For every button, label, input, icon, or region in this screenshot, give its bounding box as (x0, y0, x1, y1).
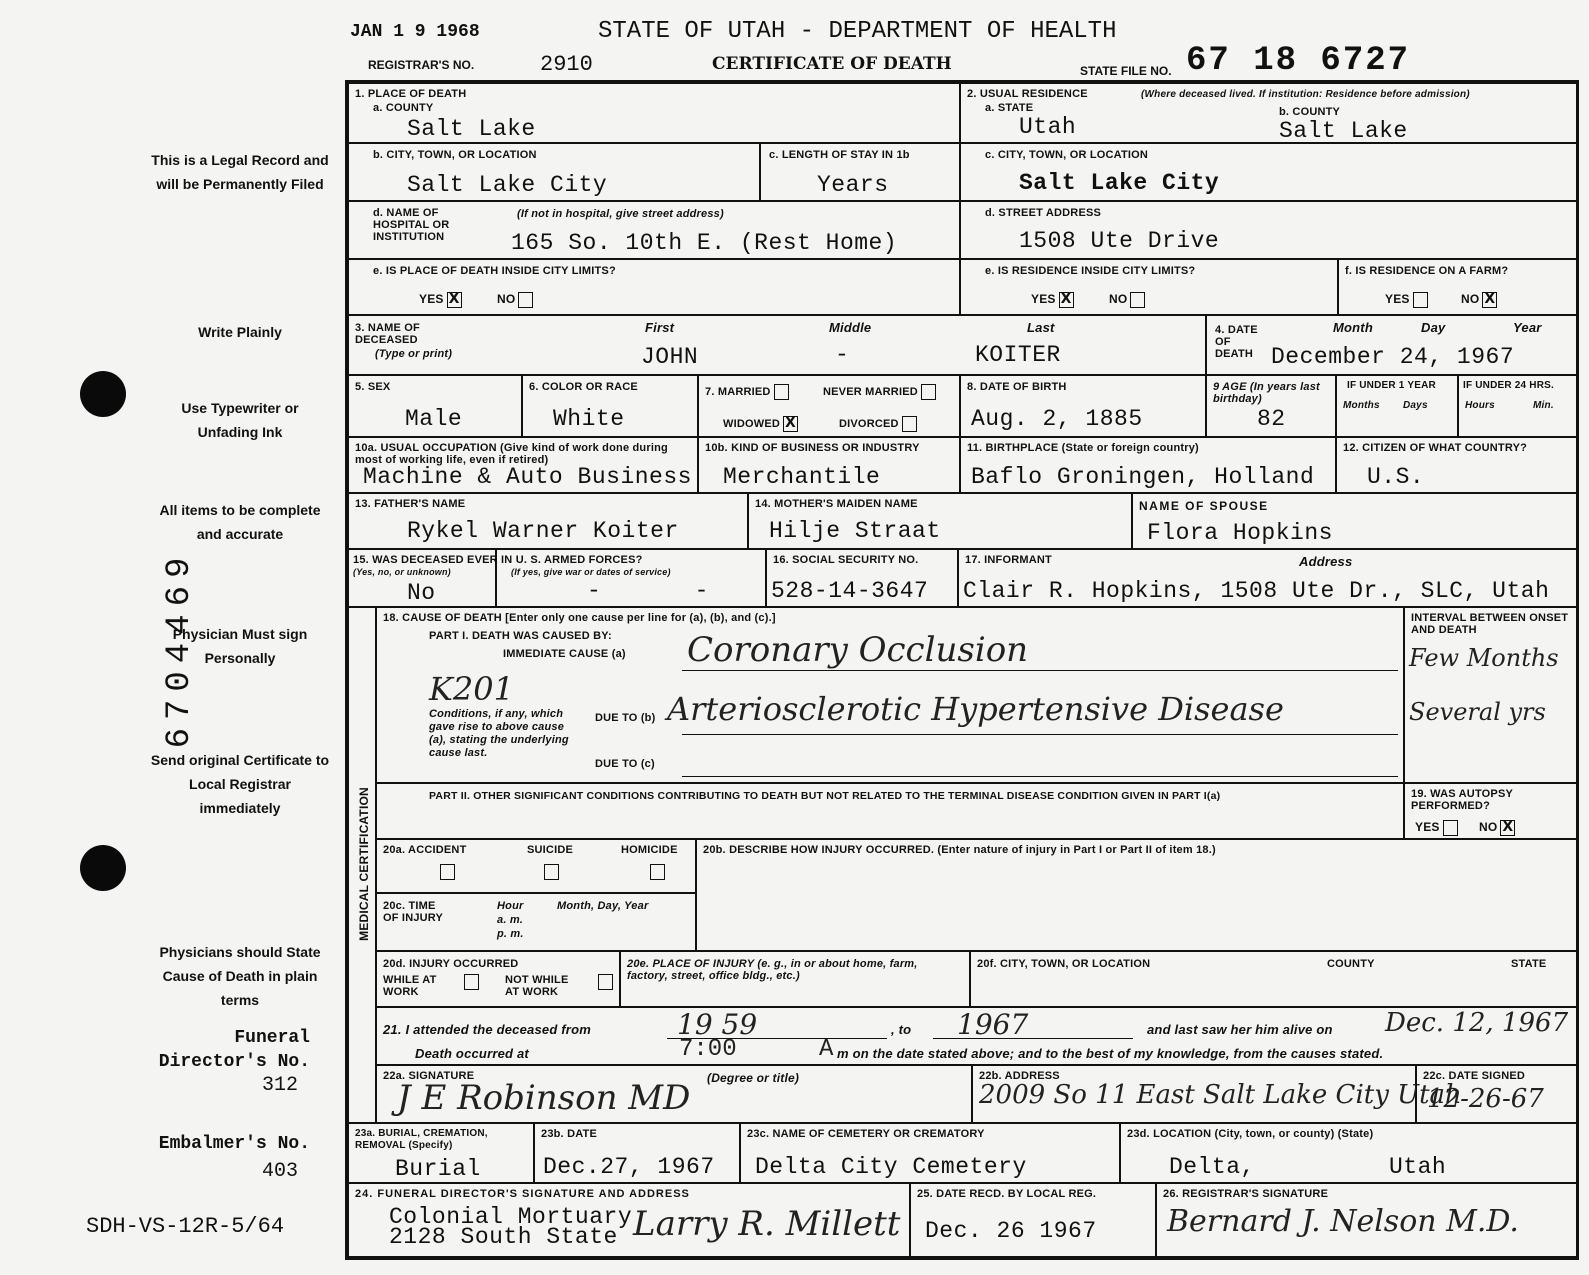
agency-title: STATE OF UTAH - DEPARTMENT OF HEALTH (598, 18, 1117, 45)
physician-signature: J E Robinson MD (397, 1078, 691, 1118)
disposition: Burial (395, 1156, 481, 1182)
cell-death-city: b. CITY, TOWN, OR LOCATION Salt Lake City (348, 143, 760, 201)
funeral-home-address: 2128 South State (389, 1224, 618, 1250)
attended-to: 1967 (957, 1008, 1029, 1041)
sidebar-send: Send original Certificate to Local Registrar immediately (150, 752, 330, 816)
widowed-checkbox[interactable]: X (785, 415, 797, 431)
never-married-checkbox[interactable] (921, 384, 936, 400)
cell-hospital: d. NAME OF HOSPITAL OR INSTITUTION (If not in hospital, give street address) 165 So. 10th E. (Rest Home) (348, 201, 960, 259)
mother-name: Hilje Straat (769, 518, 941, 544)
social-security-no: 528-14-3647 (771, 578, 929, 604)
stamp-date: JAN 1 9 1968 (350, 22, 480, 42)
cell-injury-description: 20b. DESCRIBE HOW INJURY OCCURRED. (Enter nature of injury in Part I or Part II of item 18.) (696, 839, 1579, 951)
cell-residence-inside-limits: e. IS RESIDENCE INSIDE CITY LIMITS? YES X NO (960, 259, 1338, 315)
state-file-label: STATE FILE NO. (1080, 64, 1172, 78)
cell-stay: c. LENGTH OF STAY IN 1b Years (760, 143, 960, 201)
cell-autopsy: 19. WAS AUTOPSY PERFORMED? YES NO X (1404, 783, 1579, 839)
sidebar-cause: Physicians should State Cause of Death in plain terms (159, 944, 321, 1008)
date-signed: 12-26-67 (1427, 1084, 1544, 1114)
cell-injury-city: 20f. CITY, TOWN, OR LOCATION COUNTY STATE (970, 951, 1579, 1007)
death-inside-yes-checkbox[interactable]: X (448, 291, 460, 307)
funeral-director-signature: Larry R. Millett (633, 1204, 901, 1244)
cell-accident-type: 20a. ACCIDENT SUICIDE HOMICIDE (376, 839, 696, 893)
cell-ssn: 16. SOCIAL SECURITY NO. 528-14-3647 (766, 549, 958, 607)
cell-informant: 17. INFORMANT Address Clair R. Hopkins, 1508 Ute Dr., SLC, Utah (958, 549, 1579, 607)
business: Merchantile (723, 464, 881, 490)
residence-city: Salt Lake City (1019, 170, 1220, 196)
burial-date: Dec.27, 1967 (543, 1154, 715, 1180)
cell-attended: 21. I attended the deceased from 19 59 , to 1967 and last saw her him alive on Dec. 12, 1967 Death occurred at 7:00 A m on the date stated above; and to the best of my knowledge, from the causes stated. (376, 1007, 1579, 1065)
cell-part-two: PART II. OTHER SIGNIFICANT CONDITIONS CONTRIBUTING TO DEATH BUT NOT RELATED TO THE TERMINAL DISEASE CONDITION GIVEN IN PART I(a) (376, 783, 1404, 839)
certificate-title: CERTIFICATE OF DEATH (712, 54, 952, 74)
married-checkbox[interactable] (774, 384, 789, 400)
burial-state: Utah (1389, 1154, 1447, 1180)
while-at-work-checkbox[interactable] (464, 974, 479, 990)
funeral-no: 312 (262, 1074, 299, 1097)
residence-county: Salt Lake (1279, 118, 1408, 144)
cell-forces-dates: (If yes, give war or dates of service) - - (496, 549, 766, 607)
sidebar-complete: All items to be complete and accurate (159, 502, 321, 542)
form-number: SDH-VS-12R-5/64 (86, 1214, 285, 1239)
sidebar-write: Write Plainly (198, 324, 282, 340)
sidebar-legal: This is a Legal Record and will be Permanently Filed (151, 152, 329, 192)
attended-from: 19 59 (677, 1008, 758, 1041)
interval-b: Several yrs (1409, 698, 1546, 726)
residence-state: Utah (1019, 114, 1077, 140)
accident-checkbox[interactable] (440, 864, 455, 880)
residence-inside-yes-checkbox[interactable]: X (1060, 291, 1072, 307)
cell-residence-city: c. CITY, TOWN, OR LOCATION Salt Lake City (960, 143, 1579, 201)
hospital-address: 165 So. 10th E. (Rest Home) (511, 230, 898, 256)
race: White (553, 406, 625, 432)
autopsy-no-checkbox[interactable]: X (1502, 819, 1514, 835)
vertical-number: 6704469 (161, 549, 199, 749)
cell-residence-state: 2. USUAL RESIDENCE (Where deceased lived. If institution: Residence before admission) a. STATE Utah b. COUNTY Salt Lake (960, 83, 1579, 143)
farm-no-checkbox[interactable]: X (1484, 291, 1496, 307)
cell-citizen: 12. CITIZEN OF WHAT COUNTRY? U.S. (1336, 437, 1579, 493)
cell-signature: 22a. SIGNATURE (Degree or title) J E Robinson MD (376, 1065, 972, 1123)
cell-death-county: 1. PLACE OF DEATH a. COUNTY Salt Lake (348, 83, 960, 143)
registrar-label: REGISTRAR'S NO. (368, 58, 475, 72)
cell-under-1: IF UNDER 1 YEAR Months Days (1336, 375, 1458, 437)
sex: Male (405, 406, 463, 432)
cell-business: 10b. KIND OF BUSINESS OR INDUSTRY Merchantile (698, 437, 960, 493)
cell-under-24: IF UNDER 24 HRS. Hours Min. (1458, 375, 1579, 437)
cell-sex: 5. SEX Male (348, 375, 522, 437)
registrar-signature: Bernard J. Nelson M.D. (1167, 1204, 1519, 1239)
state-file-no: 67 18 6727 (1186, 42, 1411, 80)
farm-yes-checkbox[interactable] (1413, 292, 1428, 308)
cell-interval: INTERVAL BETWEEN ONSET AND DEATH Few Months Several yrs (1404, 607, 1579, 783)
underlying-cause: Arteriosclerotic Hypertensive Disease (667, 690, 1284, 728)
occupation: Machine & Auto Business (363, 464, 692, 490)
birthplace: Baflo Groningen, Holland (971, 464, 1315, 490)
cell-occupation: 10a. USUAL OCCUPATION (Give kind of work done during most of working life, even if retired) Machine & Auto Business (348, 437, 698, 493)
residence-street: 1508 Ute Drive (1019, 228, 1220, 254)
length-of-stay: Years (817, 172, 889, 198)
cell-date-received: 25. DATE RECD. BY LOCAL REG. Dec. 26 1967 (910, 1183, 1156, 1257)
icd-code: K201 (429, 670, 514, 708)
funeral-home: Colonial Mortuary (389, 1204, 633, 1230)
death-time: 7:00 (679, 1036, 737, 1063)
residence-inside-no-checkbox[interactable] (1130, 292, 1145, 308)
sidebar-physician: Physician Must sign Personally (172, 626, 308, 666)
cell-forces: 15. WAS DECEASED EVER IN U. S. ARMED FORCES? (Yes, no, or unknown) No (348, 549, 496, 607)
cell-mother: 14. MOTHER'S MAIDEN NAME Hilje Straat (748, 493, 1132, 549)
death-ampm: A (819, 1036, 834, 1063)
certificate-form (345, 80, 1579, 1260)
cell-burial-date: 23b. DATE Dec.27, 1967 (534, 1123, 740, 1183)
cell-funeral-director: 24. FUNERAL DIRECTOR'S SIGNATURE AND ADDRESS Colonial Mortuary 2128 South State Larry R. Millett (348, 1183, 910, 1257)
cell-street: d. STREET ADDRESS 1508 Ute Drive (960, 201, 1579, 259)
cell-place-of-injury: 20e. PLACE OF INJURY (e. g., in or about home, farm, factory, street, office bldg., etc.) (620, 951, 970, 1007)
embalmer-label: Embalmer's No. (158, 1134, 310, 1154)
death-county: Salt Lake (407, 116, 536, 142)
cell-injury-occurred: 20d. INJURY OCCURRED WHILE AT WORK NOT WHILE AT WORK (376, 951, 620, 1007)
homicide-checkbox[interactable] (650, 864, 665, 880)
forces-dates: - - (587, 578, 749, 604)
cell-physician-address: 22b. ADDRESS 2009 So 11 East Salt Lake City Utah (972, 1065, 1416, 1123)
suicide-checkbox[interactable] (544, 864, 559, 880)
punch-hole (80, 371, 126, 417)
cell-cemetery: 23c. NAME OF CEMETERY OR CREMATORY Delta City Cemetery (740, 1123, 1120, 1183)
cell-date-signed: 22c. DATE SIGNED 12-26-67 (1416, 1065, 1579, 1123)
funeral-label: Funeral Director's No. (158, 1028, 310, 1072)
embalmer-no: 403 (262, 1160, 299, 1183)
date-of-birth: Aug. 2, 1885 (971, 406, 1143, 432)
cell-time-of-injury: 20c. TIME OF INJURY Hour a. m. p. m. Month, Day, Year (376, 893, 696, 951)
cell-deceased-name: 3. NAME OF DECEASED (Type or print) First Middle Last JOHN - KOITER (348, 315, 1206, 375)
autopsy-yes-checkbox[interactable] (1443, 820, 1458, 836)
date-received: Dec. 26 1967 (925, 1218, 1097, 1244)
death-inside-no-checkbox[interactable] (518, 292, 533, 308)
cell-farm: f. IS RESIDENCE ON A FARM? YES NO X (1338, 259, 1579, 315)
cell-marital: 7. MARRIED NEVER MARRIED WIDOWED X DIVORCED (698, 375, 960, 437)
deceased-first-name: JOHN (641, 344, 699, 370)
last-saw-date: Dec. 12, 1967 (1385, 1008, 1569, 1038)
age: 82 (1257, 406, 1286, 432)
date-of-death: December 24, 1967 (1271, 344, 1515, 370)
not-while-at-work-checkbox[interactable] (598, 974, 613, 990)
cell-registrar-signature: 26. REGISTRAR'S SIGNATURE Bernard J. Nelson M.D. (1156, 1183, 1579, 1257)
informant: Clair R. Hopkins, 1508 Ute Dr., SLC, Utah (963, 578, 1550, 604)
divorced-checkbox[interactable] (902, 416, 917, 432)
cell-spouse: NAME OF SPOUSE Flora Hopkins (1132, 493, 1579, 549)
cell-birthplace: 11. BIRTHPLACE (State or foreign country) Baflo Groningen, Holland (960, 437, 1336, 493)
father-name: Rykel Warner Koiter (407, 518, 679, 544)
interval-a: Few Months (1409, 644, 1559, 672)
deceased-last-name: KOITER (975, 342, 1061, 368)
registrar-no: 2910 (540, 52, 593, 77)
deceased-middle-name: - (835, 342, 850, 368)
cell-dob: 8. DATE OF BIRTH Aug. 2, 1885 (960, 375, 1206, 437)
cell-race: 6. COLOR OR RACE White (522, 375, 698, 437)
cell-father: 13. FATHER'S NAME Rykel Warner Koiter (348, 493, 748, 549)
immediate-cause: Coronary Occlusion (687, 630, 1029, 670)
citizen: U.S. (1367, 464, 1425, 490)
sidebar-typewriter: Use Typewriter or Unfading Ink (181, 400, 299, 440)
death-city: Salt Lake City (407, 172, 608, 198)
cell-cause-of-death: 18. CAUSE OF DEATH [Enter only one cause per line for (a), (b), and (c).] PART I. DEATH WAS CAUSED BY: IMMEDIATE CAUSE (a) Coronary Occlusion K201 Conditions, if any, which gave rise to above cause (a), stating the underlying cause last. DUE TO (b) Arteriosclerotic Hypertensive Disease DUE TO (c) (376, 607, 1404, 783)
cemetery: Delta City Cemetery (755, 1154, 1027, 1180)
cell-burial: 23a. BURIAL, CREMATION, REMOVAL (Specify) Burial (348, 1123, 534, 1183)
punch-hole (80, 845, 126, 891)
medical-vertical-band: MEDICAL CERTIFICATION (348, 607, 376, 1123)
cell-age: 9 AGE (In years last birthday) 82 (1206, 375, 1336, 437)
burial-city: Delta, (1169, 1154, 1255, 1180)
spouse-name: Flora Hopkins (1147, 520, 1333, 546)
cell-date-of-death: 4. DATE OF DEATH Month Day Year December 24, 1967 (1206, 315, 1579, 375)
physician-address: 2009 So 11 East Salt Lake City Utah (979, 1080, 1462, 1110)
cell-burial-location: 23d. LOCATION (City, town, or county) (State) Delta, Utah (1120, 1123, 1579, 1183)
cell-death-inside-limits: e. IS PLACE OF DEATH INSIDE CITY LIMITS? YES X NO (348, 259, 960, 315)
armed-forces: No (407, 580, 436, 606)
